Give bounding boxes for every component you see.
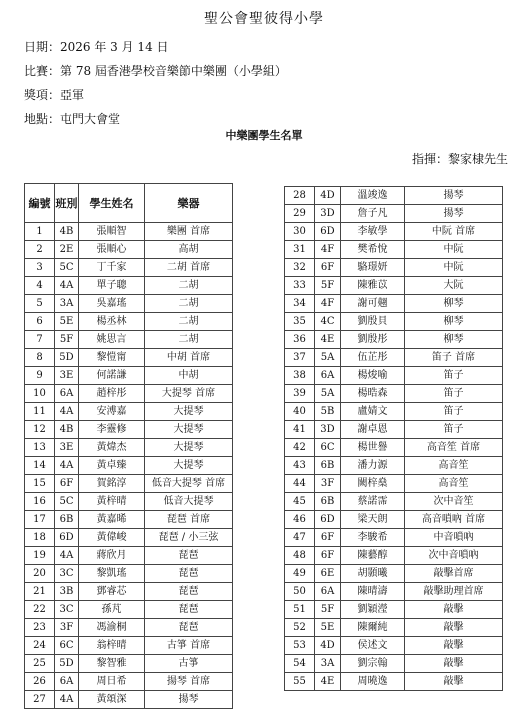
cell-number: 25 [25,655,55,673]
cell-instrument: 二胡 [145,277,233,295]
cell-instrument: 柳琴 [405,313,503,331]
cell-instrument: 次中音笙 [405,493,503,511]
table-row [25,511,233,529]
table-row [25,385,233,403]
cell-instrument: 高音笙 首席 [405,439,503,457]
table-row [25,277,233,295]
award-line: 獎項：亞軍 [24,88,85,102]
cell-instrument: 高音笙 [405,475,503,493]
cell-instrument: 揚琴 [405,205,503,223]
cell-student-name: 黃梓晴 [79,493,145,511]
cell-student-name: 張順智 [79,223,145,241]
cell-student-name: 馮渝桐 [79,619,145,637]
cell-number: 6 [25,313,55,331]
table-row [285,241,503,259]
cell-class: 5C [55,493,79,511]
table-row [25,475,233,493]
cell-number: 44 [285,475,315,493]
cell-number: 38 [285,367,315,385]
cell-number: 37 [285,349,315,367]
cell-student-name: 胡顥曦 [341,565,405,583]
cell-class: 5C [55,259,79,277]
cell-class: 3E [55,367,79,385]
cell-number: 16 [25,493,55,511]
cell-number: 55 [285,673,315,691]
cell-student-name: 蔡諾霈 [341,493,405,511]
table-row [285,295,503,313]
cell-student-name: 劉穎瀅 [341,601,405,619]
cell-instrument: 笛子 [405,421,503,439]
cell-instrument: 琵琶 [145,565,233,583]
cell-student-name: 謝可翹 [341,295,405,313]
table-row [285,601,503,619]
header-student-name: 學生姓名 [79,184,145,223]
cell-student-name: 姚思言 [79,331,145,349]
cell-number: 50 [285,583,315,601]
table-row [25,655,233,673]
cell-instrument: 中胡 首席 [145,349,233,367]
table-row [25,331,233,349]
cell-instrument: 大阮 [405,277,503,295]
table-row [25,691,233,709]
cell-number: 31 [285,241,315,259]
cell-number: 32 [285,259,315,277]
cell-number: 45 [285,493,315,511]
cell-number: 8 [25,349,55,367]
cell-class: 3C [55,565,79,583]
cell-class: 6A [55,385,79,403]
table-row [25,349,233,367]
cell-student-name: 鄧睿芯 [79,583,145,601]
cell-number: 24 [25,637,55,655]
cell-class: 4A [55,547,79,565]
cell-number: 49 [285,565,315,583]
cell-student-name: 孫芃 [79,601,145,619]
cell-instrument: 中胡 [145,367,233,385]
cell-class: 5E [315,619,341,637]
cell-student-name: 潘力源 [341,457,405,475]
cell-number: 42 [285,439,315,457]
cell-number: 41 [285,421,315,439]
cell-number: 47 [285,529,315,547]
table-row [25,295,233,313]
cell-instrument: 敲擊 [405,673,503,691]
cell-student-name: 黃頌深 [79,691,145,709]
table-row [285,403,503,421]
table-row [25,547,233,565]
cell-student-name: 黃偉峻 [79,529,145,547]
cell-instrument: 琵琶 [145,547,233,565]
cell-number: 46 [285,511,315,529]
cell-student-name: 侯述文 [341,637,405,655]
cell-number: 19 [25,547,55,565]
cell-instrument: 中阮 [405,259,503,277]
cell-student-name: 翁梓晴 [79,637,145,655]
cell-student-name: 伍芷彤 [341,349,405,367]
cell-class: 4D [315,187,341,205]
cell-instrument: 大提琴 [145,439,233,457]
cell-class: 4B [55,421,79,439]
cell-instrument: 揚琴 [405,187,503,205]
cell-instrument: 次中音嗩吶 [405,547,503,565]
cell-student-name: 吳嘉瑤 [79,295,145,313]
table-row [25,565,233,583]
cell-instrument: 中阮 首席 [405,223,503,241]
cell-student-name: 張順心 [79,241,145,259]
cell-instrument: 大提琴 首席 [145,385,233,403]
cell-number: 54 [285,655,315,673]
cell-class: 6C [55,637,79,655]
cell-class: 4A [55,691,79,709]
cell-student-name: 劉殷貝 [341,313,405,331]
cell-student-name: 楊焌喻 [341,367,405,385]
cell-class: 5A [315,349,341,367]
cell-instrument: 敲擊首席 [405,565,503,583]
cell-instrument: 柳琴 [405,331,503,349]
cell-student-name: 安溥嘉 [79,403,145,421]
cell-instrument: 琵琶 [145,583,233,601]
cell-instrument: 柳琴 [405,295,503,313]
cell-number: 10 [25,385,55,403]
cell-class: 4F [315,241,341,259]
cell-student-name: 丁千家 [79,259,145,277]
cell-number: 23 [25,619,55,637]
table-row [25,601,233,619]
cell-instrument: 敲擊 [405,601,503,619]
cell-instrument: 琵琶 / 小三弦 [145,529,233,547]
table-row [25,637,233,655]
cell-student-name: 蔣欣月 [79,547,145,565]
cell-class: 4C [315,313,341,331]
table-row [285,529,503,547]
cell-student-name: 陳藝醇 [341,547,405,565]
venue-line: 地點：屯門大會堂 [24,112,121,126]
cell-student-name: 楊晧森 [341,385,405,403]
cell-instrument: 古箏 [145,655,233,673]
cell-student-name: 溫竣逸 [341,187,405,205]
student-table-right [284,186,503,691]
table-row [285,655,503,673]
table-row [285,583,503,601]
cell-instrument: 大提琴 [145,403,233,421]
table-row [25,313,233,331]
cell-number: 52 [285,619,315,637]
cell-class: 5A [315,385,341,403]
table-row [285,547,503,565]
cell-number: 53 [285,637,315,655]
cell-student-name: 李駿希 [341,529,405,547]
table-row [25,619,233,637]
cell-instrument: 高胡 [145,241,233,259]
cell-instrument: 琵琶 [145,601,233,619]
table-row [285,313,503,331]
cell-number: 29 [285,205,315,223]
cell-number: 39 [285,385,315,403]
cell-class: 2E [55,241,79,259]
cell-instrument: 二胡 [145,295,233,313]
cell-student-name: 謝卓恩 [341,421,405,439]
cell-number: 1 [25,223,55,241]
cell-instrument: 低音大提琴 首席 [145,475,233,493]
table-row [25,583,233,601]
cell-instrument: 二胡 [145,331,233,349]
cell-student-name: 楊世譽 [341,439,405,457]
cell-student-name: 何諾謙 [79,367,145,385]
cell-instrument: 二胡 [145,313,233,331]
table-row [285,475,503,493]
table-row [25,529,233,547]
table-row [25,367,233,385]
cell-class: 6D [315,511,341,529]
school-title: 聖公會聖彼得小學 [204,11,324,27]
cell-number: 12 [25,421,55,439]
cell-class: 4A [55,457,79,475]
cell-student-name: 樊希悅 [341,241,405,259]
cell-number: 27 [25,691,55,709]
cell-instrument: 二胡 首席 [145,259,233,277]
cell-student-name: 黎凱瑤 [79,565,145,583]
table-row [25,457,233,475]
table-row [285,223,503,241]
cell-instrument: 敲擊 [405,637,503,655]
cell-number: 43 [285,457,315,475]
cell-instrument: 中音嗩吶 [405,529,503,547]
student-table-left [24,183,233,709]
header-number: 編號 [25,184,55,223]
table-row [285,367,503,385]
cell-instrument: 樂團 首席 [145,223,233,241]
cell-class: 6D [55,529,79,547]
cell-student-name: 趙梓彤 [79,385,145,403]
cell-number: 17 [25,511,55,529]
cell-class: 4E [315,331,341,349]
cell-number: 4 [25,277,55,295]
cell-class: 6F [315,259,341,277]
cell-number: 26 [25,673,55,691]
cell-instrument: 琵琶 首席 [145,511,233,529]
table-row [285,637,503,655]
cell-number: 30 [285,223,315,241]
cell-student-name: 劉殷彤 [341,331,405,349]
cell-instrument: 揚琴 首席 [145,673,233,691]
cell-instrument: 敲擊 [405,619,503,637]
instructor-line: 指揮：黎家棣先生 [411,152,508,166]
cell-number: 21 [25,583,55,601]
cell-student-name: 駱璟妍 [341,259,405,277]
cell-instrument: 琵琶 [145,619,233,637]
cell-class: 3C [55,601,79,619]
cell-instrument: 笛子 首席 [405,349,503,367]
cell-class: 4B [55,223,79,241]
table-row [285,493,503,511]
cell-number: 15 [25,475,55,493]
cell-class: 5E [55,313,79,331]
cell-student-name: 黃煒杰 [79,439,145,457]
cell-class: 3B [55,583,79,601]
cell-number: 13 [25,439,55,457]
cell-student-name: 周日希 [79,673,145,691]
cell-student-name: 楊丞林 [79,313,145,331]
list-title: 中樂團學生名單 [225,129,303,142]
cell-number: 36 [285,331,315,349]
cell-class: 3A [315,655,341,673]
cell-student-name: 闕梓燊 [341,475,405,493]
cell-number: 20 [25,565,55,583]
cell-student-name: 黃卓臻 [79,457,145,475]
table-row [285,565,503,583]
cell-number: 22 [25,601,55,619]
cell-class: 6B [55,511,79,529]
table-row [285,187,503,205]
cell-number: 11 [25,403,55,421]
cell-instrument: 大提琴 [145,421,233,439]
cell-instrument: 中阮 [405,241,503,259]
table-row [285,205,503,223]
cell-class: 3E [55,439,79,457]
cell-class: 6A [55,673,79,691]
cell-class: 3F [315,475,341,493]
table-row [285,619,503,637]
cell-number: 40 [285,403,315,421]
cell-instrument: 古箏 首席 [145,637,233,655]
cell-student-name: 梁天朗 [341,511,405,529]
competition-line: 比賽：第 78 屆香港學校音樂節中樂團（小學組） [24,64,287,78]
cell-number: 34 [285,295,315,313]
cell-student-name: 單子聰 [79,277,145,295]
header-class: 班別 [55,184,79,223]
table-row [25,403,233,421]
cell-student-name: 陳雅苡 [341,277,405,295]
cell-class: 6B [315,493,341,511]
cell-class: 3F [55,619,79,637]
cell-number: 48 [285,547,315,565]
cell-student-name: 賀銘淳 [79,475,145,493]
table-row [25,259,233,277]
cell-instrument: 高音嗩吶 首席 [405,511,503,529]
cell-number: 18 [25,529,55,547]
cell-class: 6D [315,223,341,241]
table-row [25,673,233,691]
cell-student-name: 周曉逸 [341,673,405,691]
table-row [285,457,503,475]
table-row [285,259,503,277]
table-header-row [25,184,233,223]
table-row [285,439,503,457]
cell-instrument: 敲擊助理首席 [405,583,503,601]
cell-number: 51 [285,601,315,619]
cell-class: 4E [315,673,341,691]
table-row [285,277,503,295]
cell-class: 5D [55,349,79,367]
cell-instrument: 笛子 [405,367,503,385]
table-row [25,493,233,511]
cell-class: 4D [315,637,341,655]
cell-instrument: 揚琴 [145,691,233,709]
cell-number: 5 [25,295,55,313]
cell-student-name: 陳爾純 [341,619,405,637]
table-row [25,223,233,241]
cell-student-name: 李敏學 [341,223,405,241]
cell-number: 35 [285,313,315,331]
table-row [25,241,233,259]
cell-class: 5B [315,403,341,421]
header-instrument: 樂器 [145,184,233,223]
table-row [25,439,233,457]
cell-instrument: 高音笙 [405,457,503,475]
cell-class: 5F [315,277,341,295]
cell-class: 6F [55,475,79,493]
cell-number: 7 [25,331,55,349]
cell-student-name: 劉宗翰 [341,655,405,673]
cell-class: 3D [315,205,341,223]
cell-class: 6A [315,583,341,601]
cell-number: 9 [25,367,55,385]
cell-class: 4A [55,277,79,295]
table-row [285,331,503,349]
cell-student-name: 黎愷甯 [79,349,145,367]
cell-class: 5F [315,601,341,619]
cell-class: 6F [315,547,341,565]
cell-class: 5D [55,655,79,673]
cell-class: 6B [315,457,341,475]
cell-number: 28 [285,187,315,205]
cell-number: 14 [25,457,55,475]
cell-student-name: 黃嘉晞 [79,511,145,529]
cell-student-name: 李靈修 [79,421,145,439]
cell-class: 6F [315,529,341,547]
cell-student-name: 盧婧文 [341,403,405,421]
cell-class: 4F [315,295,341,313]
cell-class: 3D [315,421,341,439]
cell-instrument: 笛子 [405,403,503,421]
table-row [285,511,503,529]
cell-instrument: 大提琴 [145,457,233,475]
cell-number: 33 [285,277,315,295]
table-row [285,385,503,403]
cell-class: 4A [55,403,79,421]
table-row [25,421,233,439]
cell-class: 3A [55,295,79,313]
cell-student-name: 黎智雅 [79,655,145,673]
cell-instrument: 低音大提琴 [145,493,233,511]
cell-student-name: 陳晴濤 [341,583,405,601]
cell-number: 3 [25,259,55,277]
cell-number: 2 [25,241,55,259]
cell-student-name: 詹子凡 [341,205,405,223]
date-line: 日期：2026 年 3 月 14 日 [24,40,169,54]
cell-class: 6E [315,565,341,583]
table-row [285,421,503,439]
table-row [285,673,503,691]
cell-class: 6A [315,367,341,385]
cell-instrument: 敲擊 [405,655,503,673]
table-row [285,349,503,367]
cell-instrument: 笛子 [405,385,503,403]
cell-class: 5F [55,331,79,349]
cell-class: 6C [315,439,341,457]
